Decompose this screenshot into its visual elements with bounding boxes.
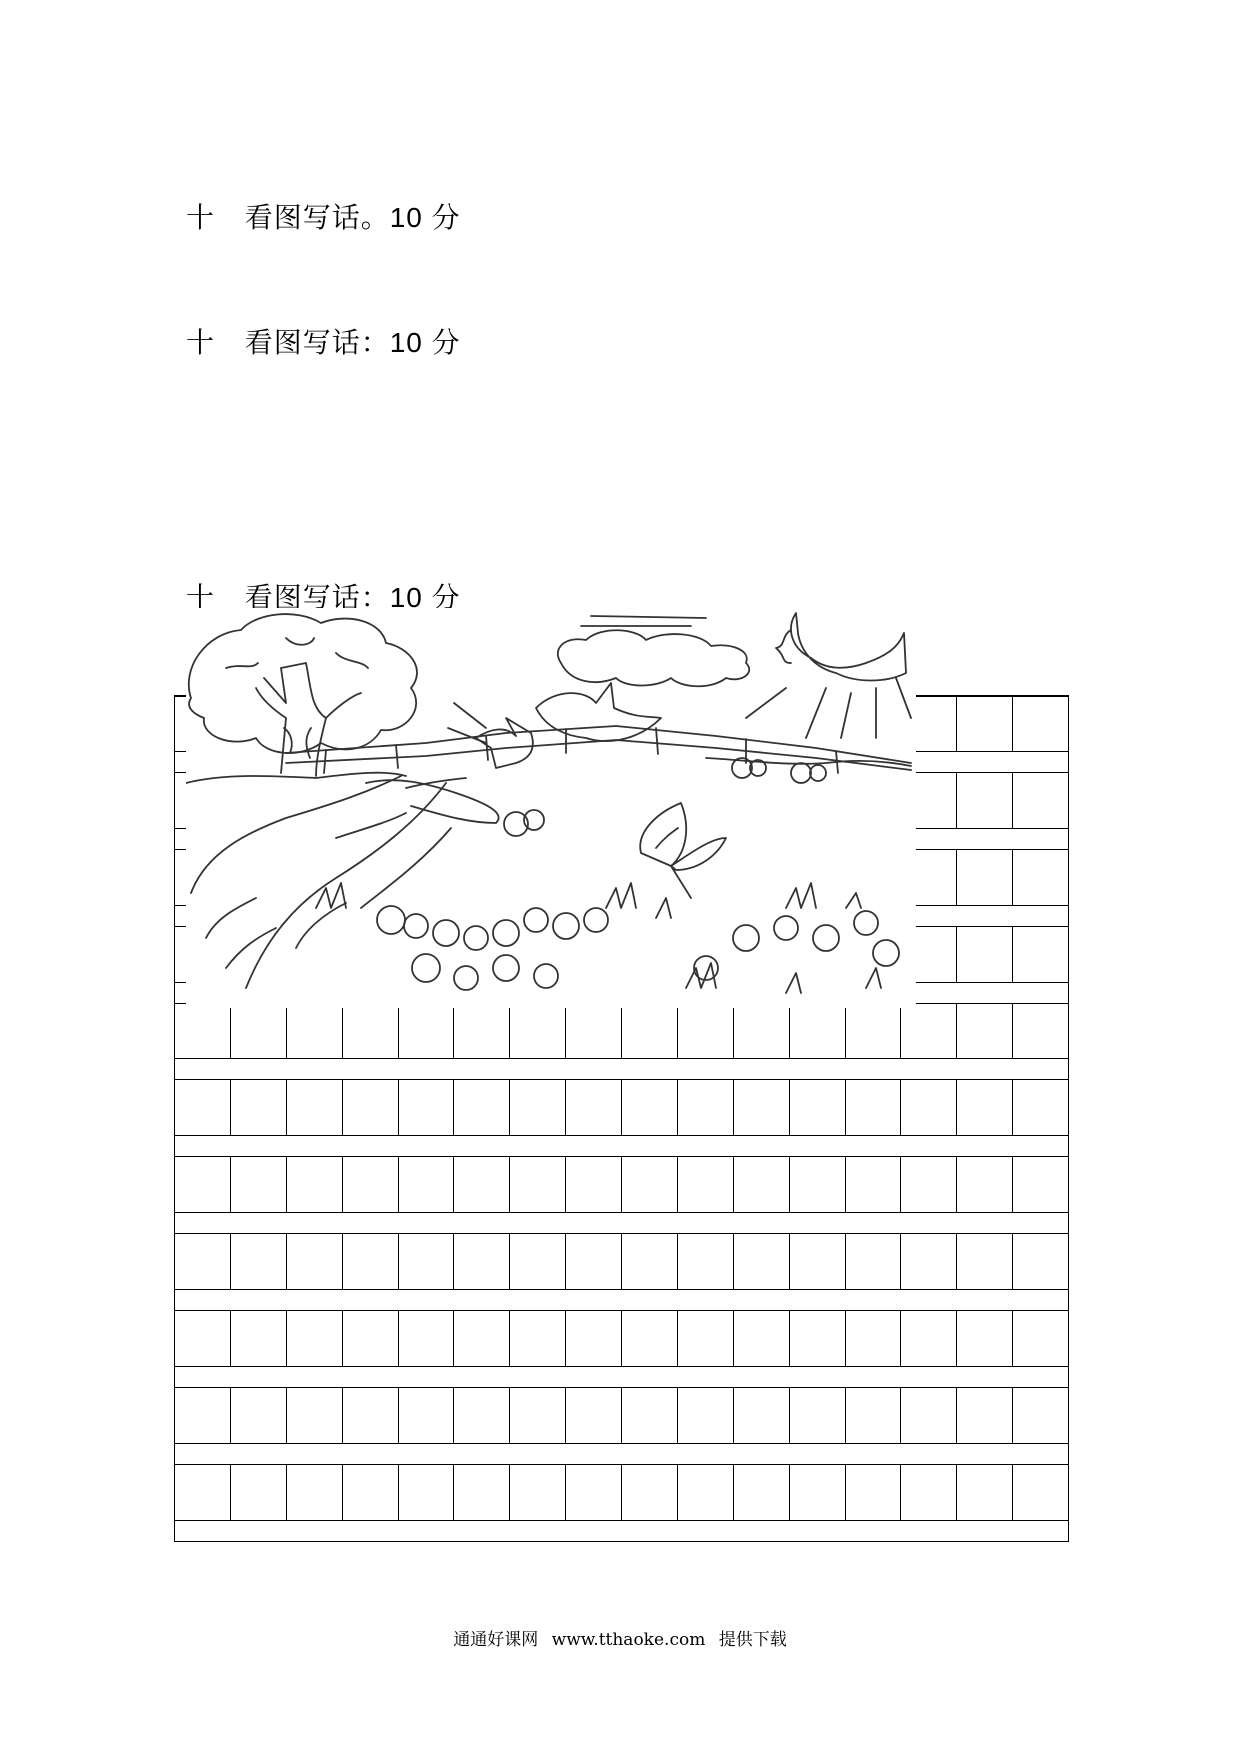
writing-cell[interactable]: [453, 1387, 510, 1444]
writing-cell[interactable]: [509, 1156, 566, 1213]
writing-cell[interactable]: [621, 1387, 678, 1444]
writing-cell[interactable]: [677, 1233, 734, 1290]
question-title: 看图写话。: [244, 201, 390, 234]
writing-cell[interactable]: [398, 1233, 455, 1290]
scene-illustration: [186, 608, 916, 1008]
writing-cell[interactable]: [733, 1464, 790, 1521]
writing-cell[interactable]: [509, 1003, 566, 1060]
writing-cell[interactable]: [1012, 1156, 1069, 1213]
writing-cell[interactable]: [174, 1003, 231, 1060]
writing-cell[interactable]: [956, 1003, 1013, 1060]
writing-cell[interactable]: [956, 772, 1013, 829]
writing-cell[interactable]: [733, 1310, 790, 1367]
writing-cell[interactable]: [956, 849, 1013, 906]
writing-cell[interactable]: [565, 1079, 622, 1136]
writing-cell[interactable]: [900, 1156, 957, 1213]
writing-cell[interactable]: [342, 1156, 399, 1213]
writing-cell[interactable]: [453, 1003, 510, 1060]
writing-cell[interactable]: [677, 1079, 734, 1136]
writing-cell[interactable]: [230, 1003, 287, 1060]
writing-cell[interactable]: [398, 1310, 455, 1367]
grass: [316, 883, 881, 993]
writing-cell[interactable]: [677, 1310, 734, 1367]
sun: [791, 613, 906, 681]
writing-cell[interactable]: [342, 1464, 399, 1521]
writing-cell[interactable]: [565, 1464, 622, 1521]
page-footer: [0, 1625, 1240, 1650]
grid-separator-band: [174, 1520, 1069, 1542]
butterfly-icon: [640, 803, 726, 898]
writing-cell[interactable]: [286, 1233, 343, 1290]
writing-cell[interactable]: [174, 1464, 231, 1521]
writing-cell[interactable]: [845, 1079, 902, 1136]
writing-cell[interactable]: [342, 1387, 399, 1444]
tree-trunk: [256, 663, 361, 776]
writing-cell[interactable]: [453, 1156, 510, 1213]
writing-cell[interactable]: [845, 1003, 902, 1060]
writing-cell[interactable]: [733, 1156, 790, 1213]
writing-cell[interactable]: [398, 1156, 455, 1213]
writing-cell[interactable]: [286, 1387, 343, 1444]
writing-cell[interactable]: [789, 1156, 846, 1213]
writing-cell[interactable]: [621, 1464, 678, 1521]
writing-cell[interactable]: [733, 1387, 790, 1444]
writing-cell[interactable]: [677, 1464, 734, 1521]
stream-path: [191, 776, 451, 988]
writing-cell[interactable]: [1012, 1387, 1069, 1444]
writing-cell[interactable]: [900, 1079, 957, 1136]
writing-cell[interactable]: [956, 1079, 1013, 1136]
writing-cell[interactable]: [845, 1156, 902, 1213]
writing-cell[interactable]: [174, 1079, 231, 1136]
writing-cell[interactable]: [230, 1233, 287, 1290]
footer-url: www.tthaoke.com: [551, 1630, 706, 1650]
writing-cell[interactable]: [789, 1003, 846, 1060]
writing-cell[interactable]: [565, 1387, 622, 1444]
writing-cell[interactable]: [956, 1310, 1013, 1367]
writing-cell[interactable]: [789, 1310, 846, 1367]
writing-cell[interactable]: [621, 1079, 678, 1136]
writing-cell[interactable]: [453, 1464, 510, 1521]
grid-separator-band: [174, 1058, 1069, 1080]
writing-cell[interactable]: [174, 1310, 231, 1367]
writing-cell[interactable]: [956, 926, 1013, 983]
writing-cell[interactable]: [342, 1233, 399, 1290]
writing-cell[interactable]: [956, 1233, 1013, 1290]
writing-cell[interactable]: [900, 1310, 957, 1367]
question-number: 十: [186, 201, 216, 234]
writing-cell[interactable]: [1012, 1079, 1069, 1136]
writing-cell[interactable]: [230, 1464, 287, 1521]
question-score: 10 分: [389, 327, 461, 358]
writing-cell[interactable]: [174, 1387, 231, 1444]
writing-cell[interactable]: [1012, 1233, 1069, 1290]
writing-cell[interactable]: [453, 1233, 510, 1290]
writing-cell[interactable]: [453, 1079, 510, 1136]
grid-separator-band: [174, 1135, 1069, 1157]
writing-cell[interactable]: [789, 1464, 846, 1521]
question-score: 10 分: [389, 202, 461, 233]
grid-separator-band: [174, 1443, 1069, 1465]
question-score: 10 分: [389, 582, 461, 613]
cloud: [558, 630, 749, 686]
writing-cell[interactable]: [509, 1233, 566, 1290]
writing-cell[interactable]: [621, 1233, 678, 1290]
question-number: 十: [186, 581, 216, 614]
writing-cell[interactable]: [845, 1310, 902, 1367]
question-title: 看图写话：: [244, 326, 390, 359]
writing-cell[interactable]: [565, 1156, 622, 1213]
writing-cell[interactable]: [845, 1233, 902, 1290]
grid-separator-band: [174, 1212, 1069, 1234]
writing-cell[interactable]: [398, 1464, 455, 1521]
question-heading-2: [186, 321, 461, 361]
writing-cell[interactable]: [677, 1387, 734, 1444]
writing-cell[interactable]: [509, 1464, 566, 1521]
writing-cell[interactable]: [956, 695, 1013, 752]
writing-cell[interactable]: [677, 1156, 734, 1213]
writing-cell[interactable]: [621, 1310, 678, 1367]
writing-cell[interactable]: [621, 1156, 678, 1213]
grid-separator-band: [174, 1289, 1069, 1311]
writing-cell[interactable]: [174, 1233, 231, 1290]
writing-cell[interactable]: [677, 1003, 734, 1060]
writing-cell[interactable]: [286, 1464, 343, 1521]
writing-cell[interactable]: [956, 1464, 1013, 1521]
writing-cell[interactable]: [733, 1003, 790, 1060]
writing-cell[interactable]: [509, 1387, 566, 1444]
writing-cell[interactable]: [733, 1233, 790, 1290]
writing-cell[interactable]: [1012, 926, 1069, 983]
writing-cell[interactable]: [789, 1079, 846, 1136]
writing-cell[interactable]: [565, 1233, 622, 1290]
writing-cell[interactable]: [509, 1310, 566, 1367]
writing-cell[interactable]: [342, 1310, 399, 1367]
writing-cell[interactable]: [286, 1156, 343, 1213]
writing-cell[interactable]: [1012, 849, 1069, 906]
writing-cell[interactable]: [174, 1156, 231, 1213]
writing-cell[interactable]: [565, 1310, 622, 1367]
grid-separator-band: [174, 1366, 1069, 1388]
writing-cell[interactable]: [286, 1310, 343, 1367]
footer-site-name: 通通好课网: [453, 1630, 539, 1650]
writing-cell[interactable]: [1012, 1464, 1069, 1521]
writing-cell[interactable]: [621, 1003, 678, 1060]
writing-cell[interactable]: [398, 1079, 455, 1136]
footer-note: 提供下载: [718, 1630, 787, 1650]
writing-cell[interactable]: [733, 1079, 790, 1136]
writing-cell[interactable]: [900, 1464, 957, 1521]
question-number: 十: [186, 326, 216, 359]
writing-cell[interactable]: [900, 1387, 957, 1444]
bird: [536, 683, 661, 741]
question-title: 看图写话：: [244, 581, 390, 614]
writing-cell[interactable]: [230, 1079, 287, 1136]
writing-cell[interactable]: [900, 1003, 957, 1060]
writing-cell[interactable]: [1012, 695, 1069, 752]
writing-cell[interactable]: [900, 1233, 957, 1290]
writing-cell[interactable]: [398, 1387, 455, 1444]
writing-cell[interactable]: [789, 1233, 846, 1290]
writing-cell[interactable]: [286, 1079, 343, 1136]
writing-cell[interactable]: [1012, 1003, 1069, 1060]
writing-cell[interactable]: [1012, 772, 1069, 829]
writing-cell[interactable]: [230, 1310, 287, 1367]
writing-cell[interactable]: [342, 1003, 399, 1060]
question-heading-1: [186, 196, 461, 236]
writing-cell[interactable]: [342, 1079, 399, 1136]
writing-cell[interactable]: [453, 1310, 510, 1367]
writing-cell[interactable]: [286, 1003, 343, 1060]
writing-cell[interactable]: [565, 1003, 622, 1060]
writing-cell[interactable]: [956, 1156, 1013, 1213]
writing-cell[interactable]: [230, 1387, 287, 1444]
writing-cell[interactable]: [230, 1156, 287, 1213]
writing-cell[interactable]: [509, 1079, 566, 1136]
writing-cell[interactable]: [398, 1003, 455, 1060]
writing-cell[interactable]: [1012, 1310, 1069, 1367]
writing-cell[interactable]: [845, 1387, 902, 1444]
writing-cell[interactable]: [956, 1387, 1013, 1444]
tree-canopy: [189, 614, 417, 753]
writing-cell[interactable]: [789, 1387, 846, 1444]
writing-cell[interactable]: [845, 1464, 902, 1521]
